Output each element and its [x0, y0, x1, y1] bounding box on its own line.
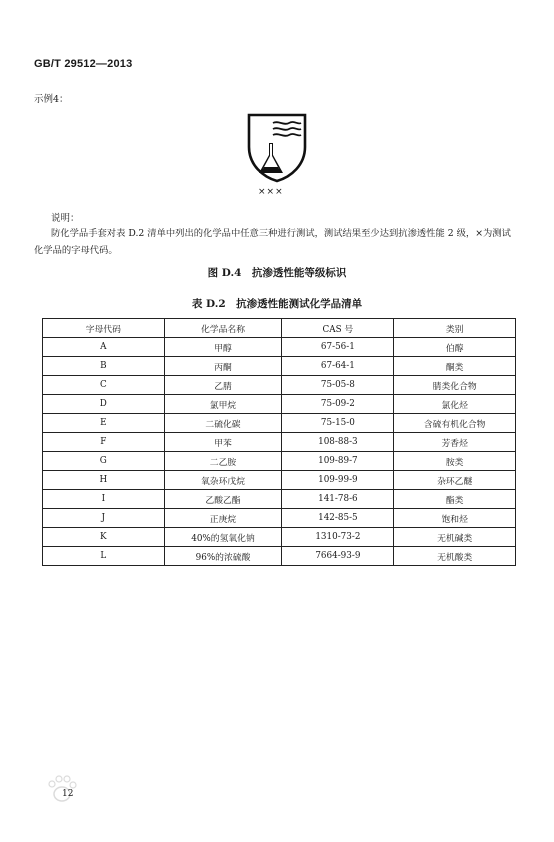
page-number: 12 — [62, 789, 74, 799]
table-row — [43, 376, 516, 395]
letter-code-cell: D — [43, 395, 165, 414]
chemical-name-cell: 甲醇 — [164, 338, 282, 357]
chemical-name-cell: 正庚烷 — [164, 509, 282, 528]
example-label: 示例4： — [34, 94, 69, 105]
letter-code-cell: L — [43, 547, 165, 566]
chemical-name-cell: 40%的氢氧化钠 — [164, 528, 282, 547]
cas-number-cell: 67-56-1 — [282, 338, 394, 357]
cas-number-cell: 109-99-9 — [282, 471, 394, 490]
symbol-caption: ××× — [258, 187, 284, 197]
letter-code-cell: C — [43, 376, 165, 395]
cas-number-cell: 108-88-3 — [282, 433, 394, 452]
standard-code: GB/T 29512—2013 — [34, 58, 133, 70]
category-cell: 含硫有机化合物 — [394, 414, 516, 433]
category-cell: 酯类 — [394, 490, 516, 509]
cas-number-cell: 141-78-6 — [282, 490, 394, 509]
letter-code-cell: E — [43, 414, 165, 433]
cas-number-cell: 75-15-0 — [282, 414, 394, 433]
table-row — [43, 509, 516, 528]
cas-number-cell: 142-85-5 — [282, 509, 394, 528]
letter-code-cell: K — [43, 528, 165, 547]
table-row — [43, 528, 516, 547]
table-row — [43, 433, 516, 452]
table-row — [43, 357, 516, 376]
chemicals-table — [42, 318, 516, 566]
header-letter-code: 字母代码 — [43, 319, 165, 338]
category-cell: 无机碱类 — [394, 528, 516, 547]
table-row — [43, 452, 516, 471]
cas-number-cell: 67-64-1 — [282, 357, 394, 376]
category-cell: 饱和烃 — [394, 509, 516, 528]
category-cell: 酮类 — [394, 357, 516, 376]
header-cas-number: CAS 号 — [282, 319, 394, 338]
category-cell: 伯醇 — [394, 338, 516, 357]
cas-number-cell: 1310-73-2 — [282, 528, 394, 547]
table-row — [43, 395, 516, 414]
letter-code-cell: B — [43, 357, 165, 376]
category-cell: 芳香烃 — [394, 433, 516, 452]
chemical-name-cell: 二乙胺 — [164, 452, 282, 471]
chemical-name-cell: 甲苯 — [164, 433, 282, 452]
cas-number-cell: 75-05-8 — [282, 376, 394, 395]
category-cell: 胺类 — [394, 452, 516, 471]
chemical-name-cell: 氯甲烷 — [164, 395, 282, 414]
table-header-row — [43, 319, 516, 338]
table-caption: 表 D.2 抗渗透性能测试化学品清单 — [191, 298, 363, 310]
letter-code-cell: F — [43, 433, 165, 452]
note-label: 说明： — [51, 213, 80, 224]
category-cell: 无机酸类 — [394, 547, 516, 566]
cas-number-cell: 75-09-2 — [282, 395, 394, 414]
chemical-name-cell: 96%的浓硫酸 — [164, 547, 282, 566]
letter-code-cell: I — [43, 490, 165, 509]
letter-code-cell: G — [43, 452, 165, 471]
figure-caption: 图 D.4 抗渗透性能等级标识 — [207, 267, 347, 279]
cas-number-cell: 109-89-7 — [282, 452, 394, 471]
chemical-permeation-shield-icon — [247, 113, 307, 183]
letter-code-cell: H — [43, 471, 165, 490]
table-row — [43, 471, 516, 490]
header-category: 类别 — [394, 319, 516, 338]
table-row — [43, 490, 516, 509]
letter-code-cell: A — [43, 338, 165, 357]
note-text: 防化学品手套对表 D.2 清单中列出的化学品中任意三种进行测试，测试结果至少达到抗渗透性能 2 级，×为测试化学品的字母代码。 — [34, 228, 511, 256]
category-cell: 杂环乙醚 — [394, 471, 516, 490]
cas-number-cell: 7664-93-9 — [282, 547, 394, 566]
table-row — [43, 414, 516, 433]
chemical-name-cell: 二硫化碳 — [164, 414, 282, 433]
category-cell: 氯化烃 — [394, 395, 516, 414]
chemical-name-cell: 乙腈 — [164, 376, 282, 395]
category-cell: 腈类化合物 — [394, 376, 516, 395]
chemical-name-cell: 氧杂环戊烷 — [164, 471, 282, 490]
table-row — [43, 547, 516, 566]
table-row — [43, 338, 516, 357]
header-chemical-name: 化学品名称 — [164, 319, 282, 338]
chemical-name-cell: 丙酮 — [164, 357, 282, 376]
chemical-name-cell: 乙酸乙酯 — [164, 490, 282, 509]
letter-code-cell: J — [43, 509, 165, 528]
